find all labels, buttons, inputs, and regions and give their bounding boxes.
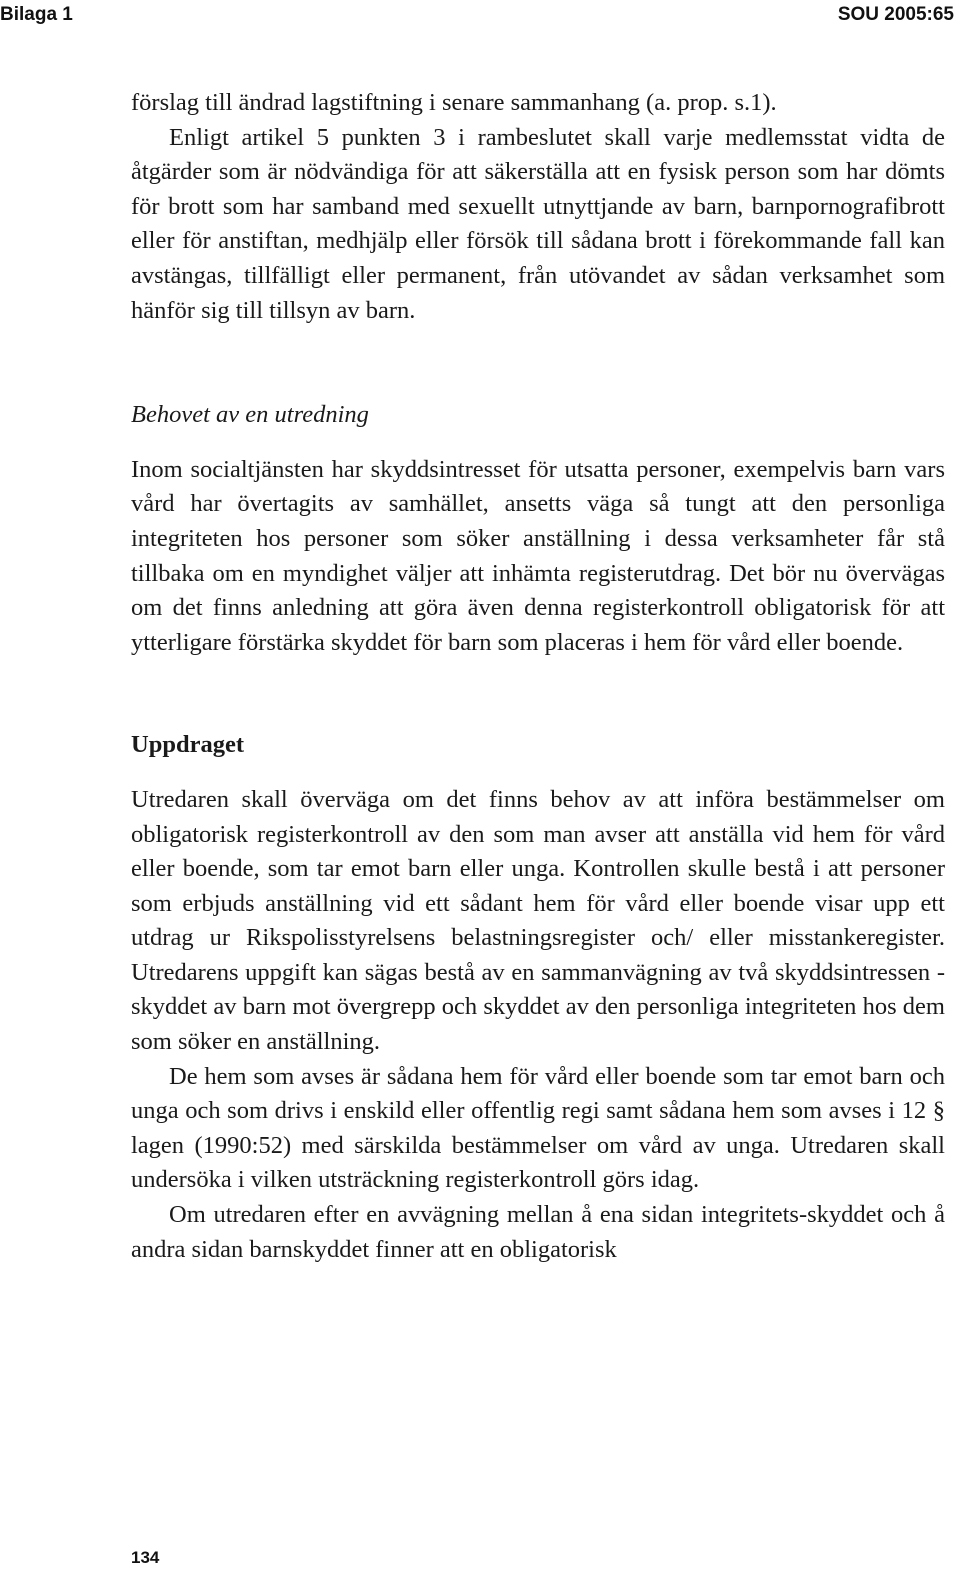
continuation-line: förslag till ändrad lagstiftning i senare sammanhang (a. prop. s.1). [131, 89, 777, 116]
section-heading-uppdraget: Uppdraget [131, 731, 244, 759]
header-right-label: SOU 2005:65 [837, 4, 954, 25]
paragraph-behovet: Inom socialtjänsten har skyddsintresset för utsatta personer, exempelvis barn vars vård har övertagits av samhället, ansetts väga så tungt att den personliga integriteten hos personer som söker anställning i dessa verksamheter får stå tillbaka om en myndighet väljer att inhämta registerutdrag. Det bör nu övervägas om det finns anledning att göra även denna registerkontroll obligatorisk för att ytterligare förstärka skyddet för barn som placeras i hem för vård eller boende. [131, 455, 945, 656]
section-heading-behovet: Behovet av en utredning [131, 401, 369, 429]
paragraph-uppdraget-3: Om utredaren efter en avvägning mellan å ena sidan integritets-skyddet och å andra sidan barnskyddet finner att en obligatorisk [131, 1201, 945, 1263]
paragraph-artikel-5: Enligt artikel 5 punkten 3 i rambeslutet skall varje medlemsstat vidta de åtgärder som är nödvändiga för att säkerställa att en fysisk person som har dömts för brott som har samband med sexuellt utnyttjande av barn, barnpornografibrott eller för anstiftan, medhjälp eller försök till sådana brott i förekommande fall kan avstängas, tillfälligt eller permanent, från utövandet av sådan verksamhet som hänför sig till tillsyn av barn. [131, 123, 945, 324]
header-left-label: Bilaga 1 [0, 4, 73, 25]
document-body [131, 86, 945, 1267]
page-number: 134 [131, 1548, 160, 1567]
paragraph-uppdraget-2: De hem som avses är sådana hem för vård eller boende som tar emot barn och unga och som drivs i enskild eller offentlig regi samt sådana hem som avses i 12 § lagen (1990:52) med särskilda bestämmelser om vård av unga. Utredaren skall undersöka i vilken utsträckning registerkontroll görs idag. [131, 1062, 945, 1194]
paragraph-uppdraget-1: Utredaren skall överväga om det finns behov av att införa bestämmelser om obligatorisk registerkontroll av den som man avser att anställa vid hem för vård eller boende, som tar emot barn eller unga. Kontrollen skulle bestå i att personer som erbjuds anställning vid ett sådant hem för vård eller boende visar upp ett utdrag ur Rikspolisstyrelsens belastningsregister och/ eller misstankeregister. Utredarens uppgift kan sägas bestå av en sammanvägning av två skyddsintressen - skyddet av barn mot övergrepp och skyddet av den personliga integriteten hos dem som söker en anställning. [131, 785, 945, 1056]
